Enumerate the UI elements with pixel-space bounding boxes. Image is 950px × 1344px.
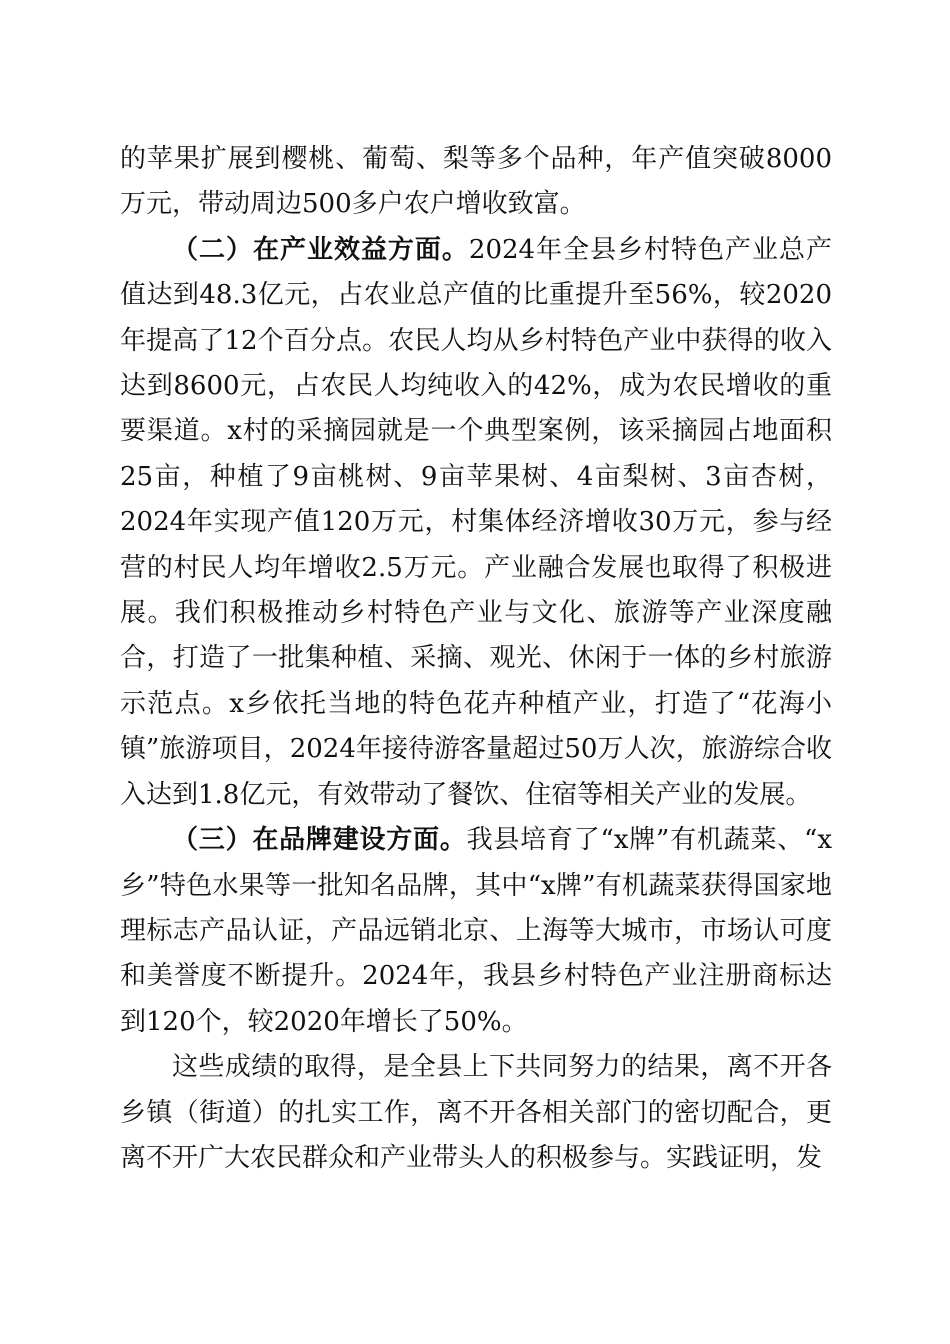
paragraph-text: 这些成绩的取得，是全县上下共同努力的结果，离不开各乡镇（街道）的扎实工作，离不开各相关部门的密切配合，更离不开广大农民群众和产业带头人的积极参与。实践证明，发 [120,1052,832,1173]
paragraph-industry-benefits [120,228,832,818]
paragraph-brand-building [120,818,832,1045]
paragraph-text: 2024年全县乡村特色产业总产值达到48.3亿元，占农业总产值的比重提升至56%，较2020年提高了12个百分点。农民人均从乡村特色产业中获得的收入达到8600元，占农民人均纯收入的42%，成为农民增收的重要渠道。x村的采摘园就是一个典型案例，该采摘园占地面积25亩，种植了9亩桃树、9亩苹果树、4亩梨树、3亩杏树，2024年实现产值120万元，村集体经济增收30万元，参与经营的村民人均年增收2.5万元。产业融合发展也取得了积极进展。我们积极推动乡村特色产业与文化、旅游等产业深度融合，打造了一批集种植、采摘、观光、休闲于一体的乡村旅游示范点。x乡依托当地的特色花卉种植产业，打造了“花海小镇”旅游项目，2024年接待游客量超过50万人次，旅游综合收入达到1.8亿元，有效带动了餐饮、住宿等相关产业的发展。 [120,234,832,810]
paragraph-text: 我县培育了“x牌”有机蔬菜、“x乡”特色水果等一批知名品牌，其中“x牌”有机蔬菜获得国家地理标志产品认证，产品远销北京、上海等大城市，市场认可度和美誉度不断提升。2024年，我县乡村特色产业注册商标达到120个，较2020年增长了50%。 [120,825,832,1037]
paragraph-text: 的苹果扩展到樱桃、葡萄、梨等多个品种，年产值突破8000万元，带动周边500多户农户增收致富。 [120,144,832,220]
paragraph-continuation [120,137,832,228]
document-page [120,137,832,1181]
section-heading-industry-benefits: （二）在产业效益方面。 [172,234,469,265]
section-heading-brand-building: （三）在品牌建设方面。 [172,825,467,856]
paragraph-achievements-summary [120,1045,832,1181]
